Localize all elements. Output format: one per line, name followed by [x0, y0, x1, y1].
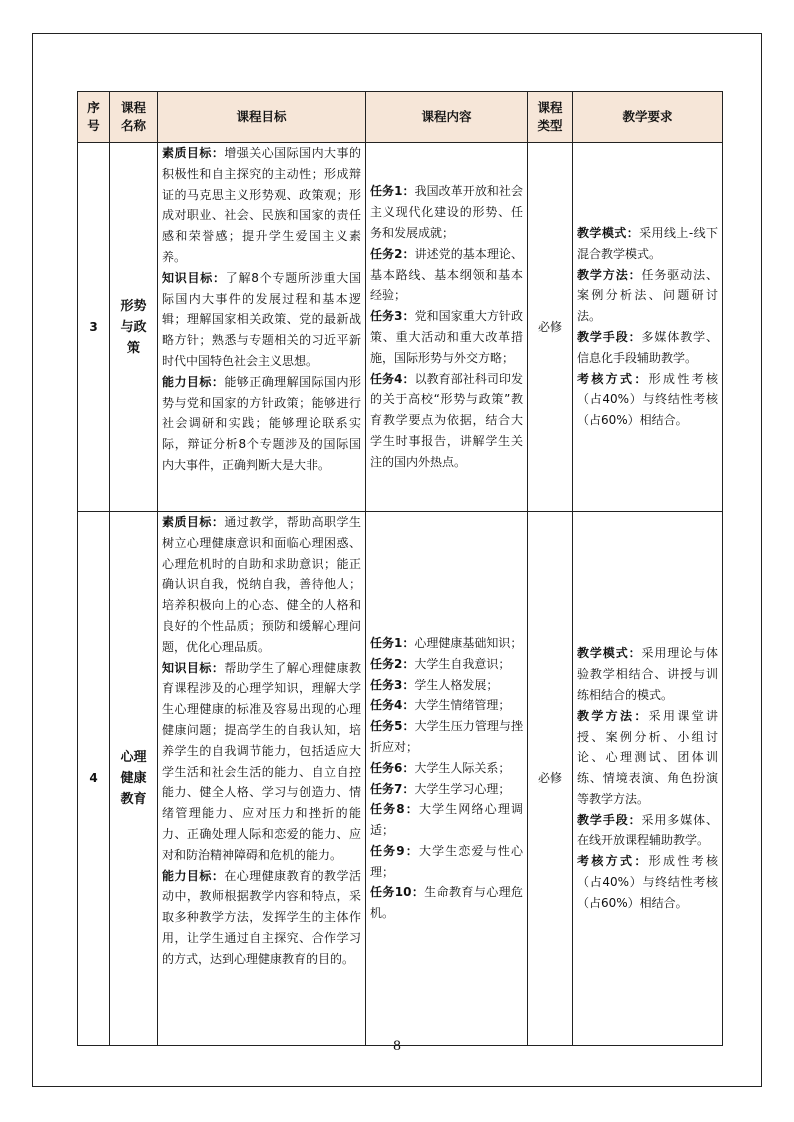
goal-label: 能力目标： — [162, 868, 225, 883]
req-item — [577, 327, 718, 369]
task-item — [370, 633, 523, 654]
header-type-text: 课程 类型 — [537, 100, 563, 133]
goal-label: 知识目标： — [162, 270, 226, 285]
goal-quality — [162, 512, 361, 658]
req-item — [577, 265, 718, 327]
header-name — [110, 92, 158, 143]
task-text: 大学生压力管理与挫折应对； — [370, 719, 523, 754]
task-text: 大学生网络心理调适； — [370, 802, 523, 838]
goal-text: 了解8个专题所涉重大国际国内大事件的发展过程和基本逻辑；理解国家相关政策、党的最新战略方针；熟悉与专题相关的习近平新时代中国特色社会主义思想。 — [162, 270, 361, 368]
task-label: 任务5： — [370, 719, 415, 734]
task-item — [370, 695, 523, 716]
req-label: 教学方法： — [577, 267, 642, 282]
task-label: 任务9： — [370, 843, 419, 858]
req-text: 多媒体教学、信息化手段辅助教学。 — [577, 330, 718, 365]
goal-knowledge — [162, 268, 361, 372]
req-item — [577, 369, 718, 431]
course-content — [366, 512, 528, 1046]
header-req-text: 教学要求 — [622, 109, 673, 124]
course-name-text: 形势 与政 策 — [120, 298, 147, 356]
goal-label: 素质目标： — [162, 515, 225, 529]
req-text: 采用理论与体验教学相结合、讲授与训练相结合的模式。 — [577, 646, 718, 702]
req-item — [577, 810, 718, 852]
goal-text: 能够正确理解国际国内形势与党和国家的方针政策；能够进行社会调研和实践；能够理论联系实际，辩证分析8个专题涉及的国际国内大事件，正确判断大是大非。 — [162, 374, 361, 472]
req-text: 采用多媒体、在线开放课程辅助教学。 — [577, 812, 718, 848]
header-content — [366, 92, 528, 143]
req-text: 任务驱动法、案例分析法、问题研讨法。 — [577, 267, 718, 324]
goal-text: 增强关心国际国内大事的积极性和自主探究的主动性；形成辩证的马克思主义形势观、政策观；形成对职业、社会、民族和国家的责任感和荣誉感；提升学生爱国主义素养。 — [162, 146, 361, 264]
goal-label: 知识目标： — [162, 660, 225, 675]
course-name — [110, 512, 158, 1046]
task-text: 生命教育与心理危机。 — [370, 885, 523, 921]
header-name-text: 课程 名称 — [120, 100, 146, 133]
task-label: 任务4： — [370, 371, 415, 386]
goal-ability — [162, 372, 361, 476]
task-text: 以教育部社科司印发的关于高校“形势与政策”教育教学要点为依据，结合大学生时事报告，讲解学生关注的国内外热点。 — [370, 371, 523, 469]
table-header-row — [78, 92, 723, 143]
task-label: 任务3： — [370, 309, 415, 324]
task-label: 任务8： — [370, 802, 419, 817]
header-goal-text: 课程目标 — [236, 109, 287, 124]
task-text: 讲述党的基本理论、基本路线、基本纲领和基本经验； — [370, 246, 523, 303]
task-label: 任务2： — [370, 656, 415, 671]
header-req — [573, 92, 723, 143]
goal-text: 通过教学，帮助高职学生树立心理健康意识和面临心理困惑、心理危机时的自助和求助意识；能正确认识自我，悦纳自我，善待他人；培养积极向上的心态、健全的人格和良好的个性品质；预防和缓解心理问题，优化心理品质。 — [162, 515, 361, 654]
req-text: 采用线上-线下混合教学模式。 — [577, 226, 718, 261]
task-item — [370, 799, 523, 841]
task-label: 任务1： — [370, 184, 415, 199]
table-row — [78, 512, 723, 1046]
goal-label: 能力目标： — [162, 374, 225, 389]
task-text: 我国改革开放和社会主义现代化建设的形势、任务和发展成就； — [370, 184, 523, 241]
course-table — [77, 91, 723, 1046]
task-label: 任务2： — [370, 246, 415, 261]
course-goals — [158, 512, 366, 1046]
teaching-requirements — [573, 143, 723, 512]
task-item — [370, 779, 523, 800]
header-content-text: 课程内容 — [421, 109, 472, 124]
task-text: 大学生自我意识； — [414, 656, 511, 671]
course-type: 必修 — [528, 512, 573, 1046]
task-text: 大学生恋爱与性心理； — [370, 843, 523, 879]
req-item — [577, 706, 718, 810]
task-label: 任务6： — [370, 760, 415, 775]
task-item — [370, 758, 523, 779]
task-label: 任务4： — [370, 698, 415, 713]
course-content — [366, 143, 528, 512]
teaching-requirements — [573, 512, 723, 1046]
req-item — [577, 223, 718, 265]
course-name-text: 心理 健康 教育 — [120, 750, 147, 807]
task-label: 任务7： — [370, 781, 415, 796]
goal-text: 在心理健康教育的教学活动中，教师根据教学内容和特点，采取多种教学方法，发挥学生的主体作用，让学生通过自主探究、合作学习的方式，达到心理健康教育的目的。 — [162, 868, 361, 966]
task-item — [370, 882, 523, 924]
req-text: 采用课堂讲授、案例分析、小组讨论、心理测试、团体训练、情境表演、角色扮演等教学方法。 — [577, 708, 718, 806]
task-text: 心理健康基础知识； — [414, 635, 523, 650]
task-text: 大学生情绪管理； — [414, 698, 511, 713]
row-number: 3 — [78, 143, 110, 512]
task-label: 任务3： — [370, 677, 415, 692]
task-text: 学生人格发展； — [414, 677, 499, 692]
task-item — [370, 716, 523, 758]
header-type — [528, 92, 573, 143]
task-item — [370, 369, 523, 473]
goal-quality — [162, 143, 361, 268]
course-goals — [158, 143, 366, 512]
task-item — [370, 841, 523, 883]
req-label: 教学方法： — [577, 708, 649, 723]
req-text: 形成性考核（占40%）与终结性考核（占60%）相结合。 — [577, 854, 718, 910]
task-label: 任务1： — [370, 635, 415, 650]
goal-knowledge — [162, 658, 361, 866]
course-name — [110, 143, 158, 512]
task-label: 任务10： — [370, 885, 425, 900]
task-text: 大学生学习心理； — [414, 781, 511, 796]
goal-text: 帮助学生了解心理健康教育课程涉及的心理学知识，理解大学生心理健康的标准及容易出现的心理健康问题；提高学生的自我认知，培养学生的自我调节能力，包括适应大学生活和社会生活的能力、自立自控能力、健全人格、学习与创造力、情绪管理能力、应对压力和挫折的能力、正确处理人际和恋爱的能力、应对和防治精神障碍和危机的能力。 — [162, 660, 361, 862]
req-label: 考核方式： — [577, 371, 649, 386]
req-label: 教学模式： — [577, 226, 640, 241]
req-label: 考核方式： — [577, 854, 649, 869]
task-item — [370, 675, 523, 696]
req-label: 教学手段： — [577, 330, 642, 344]
goal-ability — [162, 866, 361, 970]
req-label: 教学模式： — [577, 646, 642, 661]
req-item — [577, 851, 718, 913]
task-item — [370, 181, 523, 243]
task-text: 大学生人际关系； — [414, 760, 511, 775]
task-item — [370, 654, 523, 675]
task-item — [370, 306, 523, 368]
req-label: 教学手段： — [577, 812, 642, 827]
goal-label: 素质目标： — [162, 146, 225, 160]
page-number: 8 — [392, 1039, 402, 1054]
header-num-text: 序 号 — [87, 100, 100, 133]
row-number: 4 — [78, 512, 110, 1046]
req-item — [577, 643, 718, 705]
header-num — [78, 92, 110, 143]
course-type: 必修 — [528, 143, 573, 512]
header-goal — [158, 92, 366, 143]
req-text: 形成性考核（占40%）与终结性考核（占60%）相结合。 — [577, 371, 718, 428]
table-row — [78, 143, 723, 512]
task-item — [370, 244, 523, 306]
task-text: 党和国家重大方针政策、重大活动和重大改革措施，国际形势与外交方略； — [370, 309, 523, 365]
